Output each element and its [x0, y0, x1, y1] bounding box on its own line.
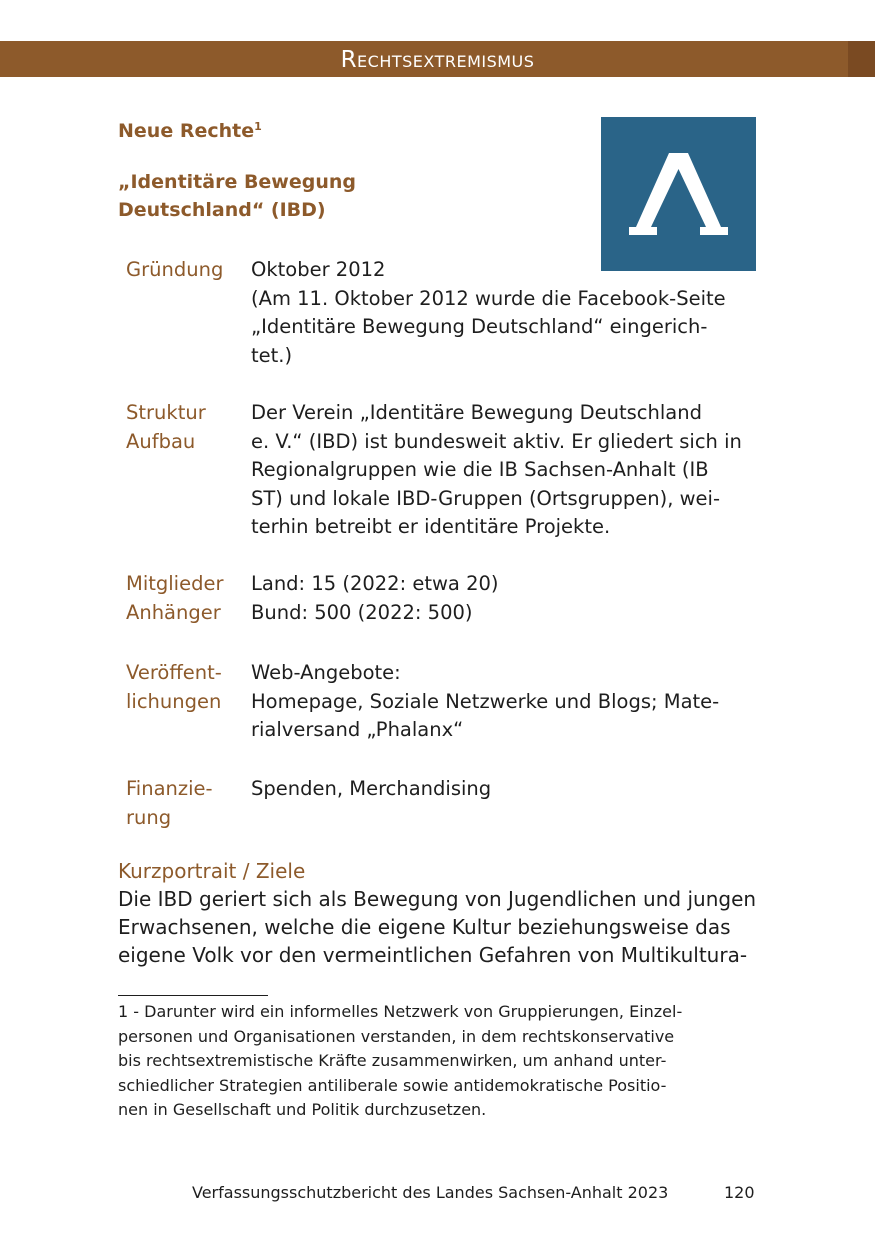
fact-value-line: terhin betreibt er identitäre Projekte. — [251, 515, 611, 538]
footnote-ref: 1 — [254, 120, 262, 133]
fact-label-line: Struktur — [126, 401, 206, 424]
footer-report-title: Verfassungsschutzbericht des Landes Sachsen-Anhalt 2023 — [192, 1183, 669, 1202]
fact-value-line: ST) und lokale IBD-Gruppen (Ortsgruppen), wei- — [251, 486, 720, 510]
fact-value-line: e. V.“ (IBD) ist bundesweit aktiv. Er gliedert sich in — [251, 429, 742, 453]
portrait-line: eigene Volk vor den vermeintlichen Gefahren von Multikultura- — [118, 943, 748, 967]
fact-label — [126, 256, 246, 285]
fact-value-line: Web-Angebote: — [251, 661, 401, 684]
fact-value-line: (Am 11. Oktober 2012 wurde die Facebook-Seite — [251, 286, 726, 310]
fact-value — [251, 399, 751, 542]
organization-logo — [601, 117, 756, 271]
page-number: 120 — [724, 1183, 755, 1202]
fact-label — [126, 570, 246, 627]
fact-label-line: Finanzie- — [126, 777, 213, 800]
fact-value-line: Oktober 2012 — [251, 258, 386, 281]
organization-heading — [118, 168, 378, 224]
fact-label-line: Gründung — [126, 258, 224, 281]
fact-value-line: Der Verein „Identitäre Bewegung Deutschland — [251, 401, 702, 424]
fact-value-line: Homepage, Soziale Netzwerke und Blogs; Mate- — [251, 689, 720, 713]
section-title: Rechtsextremismus — [340, 47, 535, 73]
portrait-heading: Kurzportrait / Ziele — [118, 859, 306, 883]
fact-label-line: lichungen — [126, 689, 222, 713]
category-heading — [118, 113, 262, 145]
fact-value — [251, 775, 751, 804]
portrait-text — [118, 885, 778, 969]
footnote-divider — [118, 995, 268, 996]
fact-label — [126, 659, 246, 716]
portrait-line: Erwachsenen, welche die eigene Kultur beziehungsweise das — [118, 915, 731, 939]
fact-label-line: Mitglieder — [126, 572, 224, 595]
category-text: Neue Rechte — [118, 120, 255, 142]
fact-value-line: tet.) — [251, 343, 293, 367]
fact-label-line: rung — [126, 805, 172, 829]
fact-value-line: Bund: 500 (2022: 500) — [251, 600, 473, 624]
organization-heading-line: Deutschland“ (IBD) — [118, 199, 326, 221]
organization-heading-line: „Identitäre Bewegung — [118, 171, 357, 193]
fact-label-line: Anhänger — [126, 600, 221, 624]
fact-label — [126, 399, 246, 456]
footnote-line: schiedlicher Strategien antiliberale sowie antidemokratische Positio- — [118, 1075, 667, 1095]
footnote-line: personen und Organisationen verstanden, in dem rechtskonservative — [118, 1026, 675, 1046]
fact-label-line: Aufbau — [126, 429, 196, 453]
fact-value-line: rialversand „Phalanx“ — [251, 718, 464, 741]
fact-value-line: Regionalgruppen wie die IB Sachsen-Anhalt (IB — [251, 458, 709, 481]
fact-value-line: „Identitäre Bewegung Deutschland“ eingerich- — [251, 315, 708, 338]
fact-value-line: Land: 15 (2022: etwa 20) — [251, 572, 499, 595]
fact-value — [251, 570, 751, 627]
footnote-line: 1 - Darunter wird ein informelles Netzwerk von Gruppierungen, Einzel- — [118, 1002, 683, 1021]
fact-label — [126, 775, 246, 832]
fact-value — [251, 256, 751, 370]
portrait-line: Die IBD geriert sich als Bewegung von Jugendlichen und jungen — [118, 887, 757, 911]
footnote-line: nen in Gesellschaft und Politik durchzusetzen. — [118, 1100, 487, 1119]
footnote-line: bis rechtsextremistische Kräfte zusammenwirken, um anhand unter- — [118, 1051, 667, 1070]
lambda-logo-icon — [601, 117, 756, 271]
footnote — [118, 1000, 778, 1123]
fact-value — [251, 659, 751, 745]
fact-label-line: Veröffent- — [126, 661, 222, 684]
fact-value-line: Spenden, Merchandising — [251, 777, 492, 800]
